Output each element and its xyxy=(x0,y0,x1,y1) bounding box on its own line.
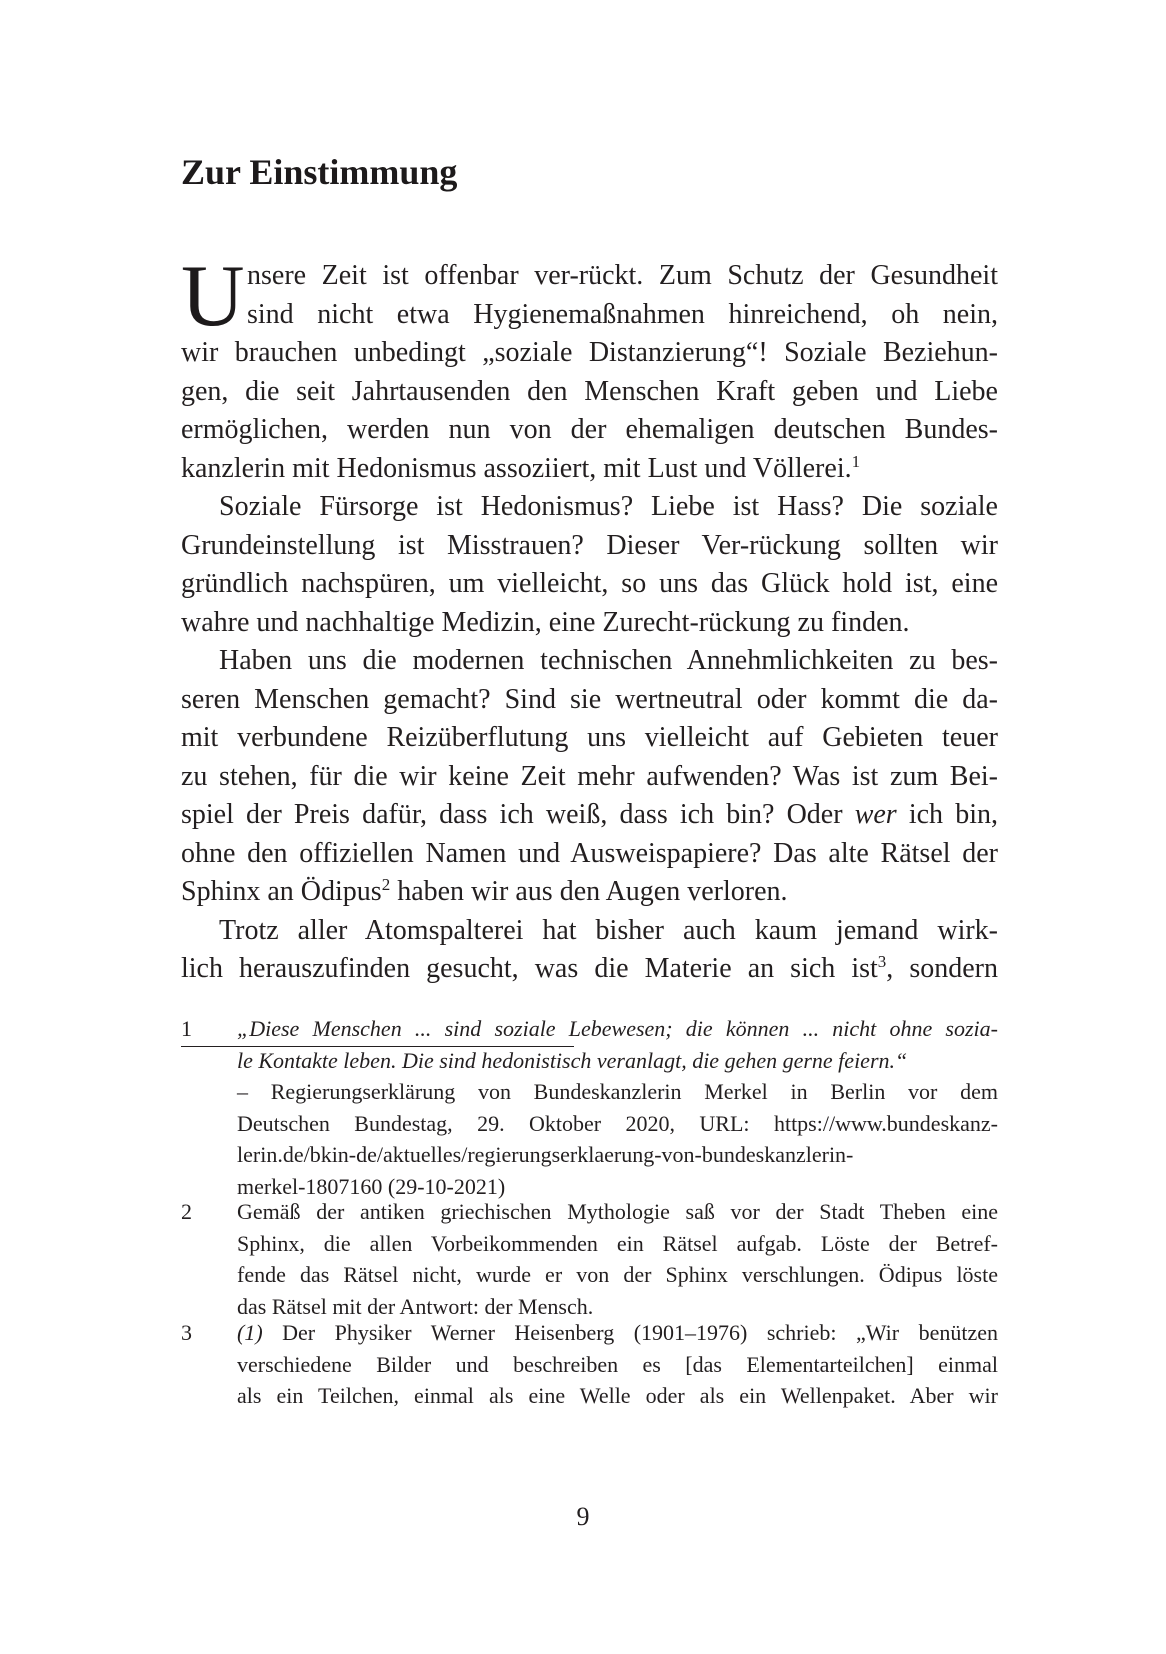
text-line: nsere Zeit ist offenbar ver-rückt. Zum Schutz der Gesundheit xyxy=(247,260,998,291)
footnote-line: Sphinx, die allen Vorbeikommenden ein Rätsel aufgab. Löste der Betref- xyxy=(237,1230,998,1256)
paragraph-3 xyxy=(181,642,998,912)
footnote-line: Gemäß der antiken griechischen Mythologie saß vor der Stadt Theben eine xyxy=(237,1199,998,1224)
text-line xyxy=(181,950,998,989)
footnote-line: verschiedene Bilder und beschreiben es [das Elementarteilchen] einmal xyxy=(237,1351,998,1377)
text-segment: kanzlerin mit Hedonismus assoziiert, mit Lust und Völlerei. xyxy=(181,452,852,484)
text-line: Grundeinstellung ist Misstrauen? Dieser Ver-rückung sollten wir xyxy=(181,529,998,561)
text-segment: spiel der Preis dafür, dass ich weiß, dass ich bin? Oder xyxy=(181,799,855,830)
main-text xyxy=(181,248,998,989)
footnote-line: lerin.de/bkin-de/aktuelles/regierungserklaerung-von-bundeskanzlerin- xyxy=(237,1142,854,1167)
text-line: gründlich nachspüren, um vielleicht, so uns das Glück hold ist, eine xyxy=(181,568,998,599)
text-segment: lich herauszufinden gesucht, was die Materie an sich ist xyxy=(181,953,878,984)
paragraph-2 xyxy=(181,488,998,642)
footnote-line: – Regierungserklärung von Bundeskanzlerin Merkel in Berlin vor dem xyxy=(237,1079,998,1104)
footnote-segment: Der Physiker Werner Heisenberg (1901–1976) schrieb: „Wir benützen xyxy=(262,1320,998,1345)
footnote-line: Deutschen Bundestag, 29. Oktober 2020, URL: https://www.bundeskanz- xyxy=(237,1110,998,1136)
text-line: wir brauchen unbedingt „soziale Distanzierung“! Soziale Beziehun- xyxy=(181,337,998,368)
text-line: wahre und nachhaltige Medizin, eine Zurecht-rückung zu finden. xyxy=(181,606,910,638)
footnote-ref-3[interactable]: 3 xyxy=(877,952,887,971)
text-line xyxy=(181,450,998,489)
drop-cap: U xyxy=(181,248,245,345)
footnote-number: 1 xyxy=(181,1016,192,1041)
text-line: zu stehen, für die wir keine Zeit mehr aufwenden? Was ist zum Bei- xyxy=(181,760,998,792)
paragraph-1 xyxy=(181,248,998,488)
paragraph-4 xyxy=(181,912,998,989)
footnote-line: fende das Rätsel nicht, wurde er von der Sphinx verschlungen. Ödipus löste xyxy=(237,1262,998,1287)
footnote-1 xyxy=(181,1013,998,1202)
text-segment: Sphinx an Ödipus xyxy=(181,876,382,907)
footnote-line: le Kontakte leben. Die sind hedonistisch veranlagt, die gehen gerne feiern.“ xyxy=(237,1047,908,1073)
footnote-line: „Diese Menschen ... sind soziale Lebewesen; die können ... nicht ohne sozia- xyxy=(237,1016,998,1041)
text-line: mit verbundene Reizüberflutung uns vielleicht auf Gebieten teuer xyxy=(181,722,998,753)
text-line: Haben uns die modernen technischen Annehmlichkeiten zu bes- xyxy=(219,645,998,676)
footnote-number: 3 xyxy=(181,1320,192,1345)
footnote-text xyxy=(237,1317,998,1412)
footnote-ref-1[interactable]: 1 xyxy=(851,451,861,471)
page-number: 9 xyxy=(576,1502,590,1531)
text-line: sind nicht etwa Hygienemaßnahmen hinreichend, oh nein, xyxy=(247,298,998,330)
footnote-ref-2[interactable]: 2 xyxy=(381,875,391,894)
text-line: Trotz aller Atomspalterei hat bisher auch kaum jemand wirk- xyxy=(219,914,998,946)
chapter-heading: Zur Einstimmung xyxy=(181,152,458,192)
footnote-segment: (1) xyxy=(237,1320,263,1345)
text-line: Soziale Fürsorge ist Hedonismus? Liebe ist Hass? Die soziale xyxy=(219,491,998,522)
text-line: seren Menschen gemacht? Sind sie wertneutral oder kommt die da- xyxy=(181,683,998,715)
footnote-line: das Rätsel mit der Antwort: der Mensch. xyxy=(237,1293,594,1319)
text-line xyxy=(181,796,998,835)
footnote-number: 2 xyxy=(181,1199,192,1224)
footnote-2 xyxy=(181,1196,998,1322)
emphasis: wer xyxy=(854,799,897,830)
text-segment: , sondern xyxy=(886,953,998,984)
footnote-line: als ein Teilchen, einmal als eine Welle oder als ein Wellenpaket. Aber wir xyxy=(237,1383,998,1408)
text-line: ermöglichen, werden nun von der ehemaligen deutschen Bundes- xyxy=(181,414,998,445)
footnote-line: merkel-1807160 (29-10-2021) xyxy=(237,1173,506,1199)
footnote-text xyxy=(237,1196,998,1322)
footnote-3 xyxy=(181,1317,998,1412)
text-segment: ich bin, xyxy=(896,799,998,830)
text-segment: haben wir aus den Augen verloren. xyxy=(390,876,788,907)
footnote-text xyxy=(237,1013,998,1202)
text-line xyxy=(181,873,998,912)
footnote-line xyxy=(237,1317,998,1349)
text-line: gen, die seit Jahrtausenden den Menschen Kraft geben und Liebe xyxy=(181,375,998,407)
text-line: ohne den offiziellen Namen und Ausweispapiere? Das alte Rätsel der xyxy=(181,837,998,869)
